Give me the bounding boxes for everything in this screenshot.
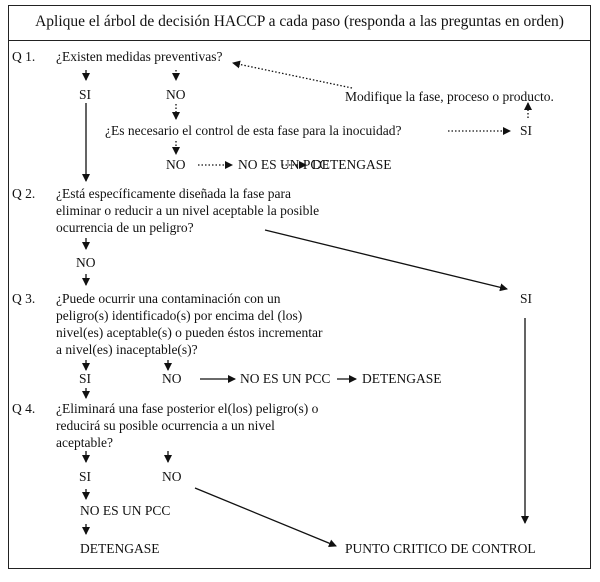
q1-label: Q 1. — [12, 49, 36, 64]
q3-si: SI — [79, 371, 92, 386]
q3-no: NO — [162, 371, 182, 386]
modify-step: Modifique la fase, proceso o producto. — [345, 89, 554, 104]
q4-no: NO — [162, 469, 182, 484]
q4-stop: DETENGASE — [80, 541, 160, 556]
arrow-q4-no-ccp — [195, 488, 336, 546]
diagram-title: Aplique el árbol de decisión HACCP a cada paso (responda a las preguntas en orden) — [35, 13, 564, 30]
arrow-modify-to-q1 — [233, 63, 352, 88]
q1-si: SI — [79, 87, 92, 102]
q3-stop: DETENGASE — [362, 371, 442, 386]
q1-stop: DETENGASE — [312, 157, 392, 172]
q1-no: NO — [166, 87, 186, 102]
q2-line: eliminar o reducir a un nivel aceptable la posible — [56, 203, 320, 218]
q1-question: ¿Existen medidas preventivas? — [56, 49, 223, 64]
q4-line: ¿Eliminará una fase posterior el(los) peligro(s) o — [56, 401, 319, 416]
q2-line: ocurrencia de un peligro? — [56, 220, 194, 235]
q2-no: NO — [76, 255, 96, 270]
q2-si: SI — [520, 291, 533, 306]
q3-line: nivel(es) aceptable(s) o pueden éstos incrementar — [56, 325, 323, 340]
q1-sub-no: NO — [166, 157, 186, 172]
q1-not-pcc: NO ES UN PCC — [238, 157, 329, 172]
q3-not-pcc: NO ES UN PCC — [240, 371, 331, 386]
q3-line: ¿Puede ocurrir una contaminación con un — [56, 291, 281, 306]
arrow-q2-si — [265, 230, 507, 289]
q1-sub-si: SI — [520, 123, 533, 138]
q4-si: SI — [79, 469, 92, 484]
q2-label: Q 2. — [12, 186, 36, 201]
q4-label: Q 4. — [12, 401, 36, 416]
critical-control-point: PUNTO CRITICO DE CONTROL — [345, 541, 536, 556]
q3-label: Q 3. — [12, 291, 36, 306]
q4-line: aceptable? — [56, 435, 113, 450]
q4-line: reducirá su posible ocurrencia a un nivel — [56, 418, 275, 433]
q2-line: ¿Está específicamente diseñada la fase para — [56, 186, 291, 201]
q4-not-pcc: NO ES UN PCC — [80, 503, 171, 518]
q1-sub-question: ¿Es necesario el control de esta fase para la inocuidad? — [105, 123, 402, 138]
q3-line: a nivel(es) inaceptable(s)? — [56, 342, 198, 357]
q3-line: peligro(s) identificado(s) por encima del (los) — [56, 308, 303, 323]
